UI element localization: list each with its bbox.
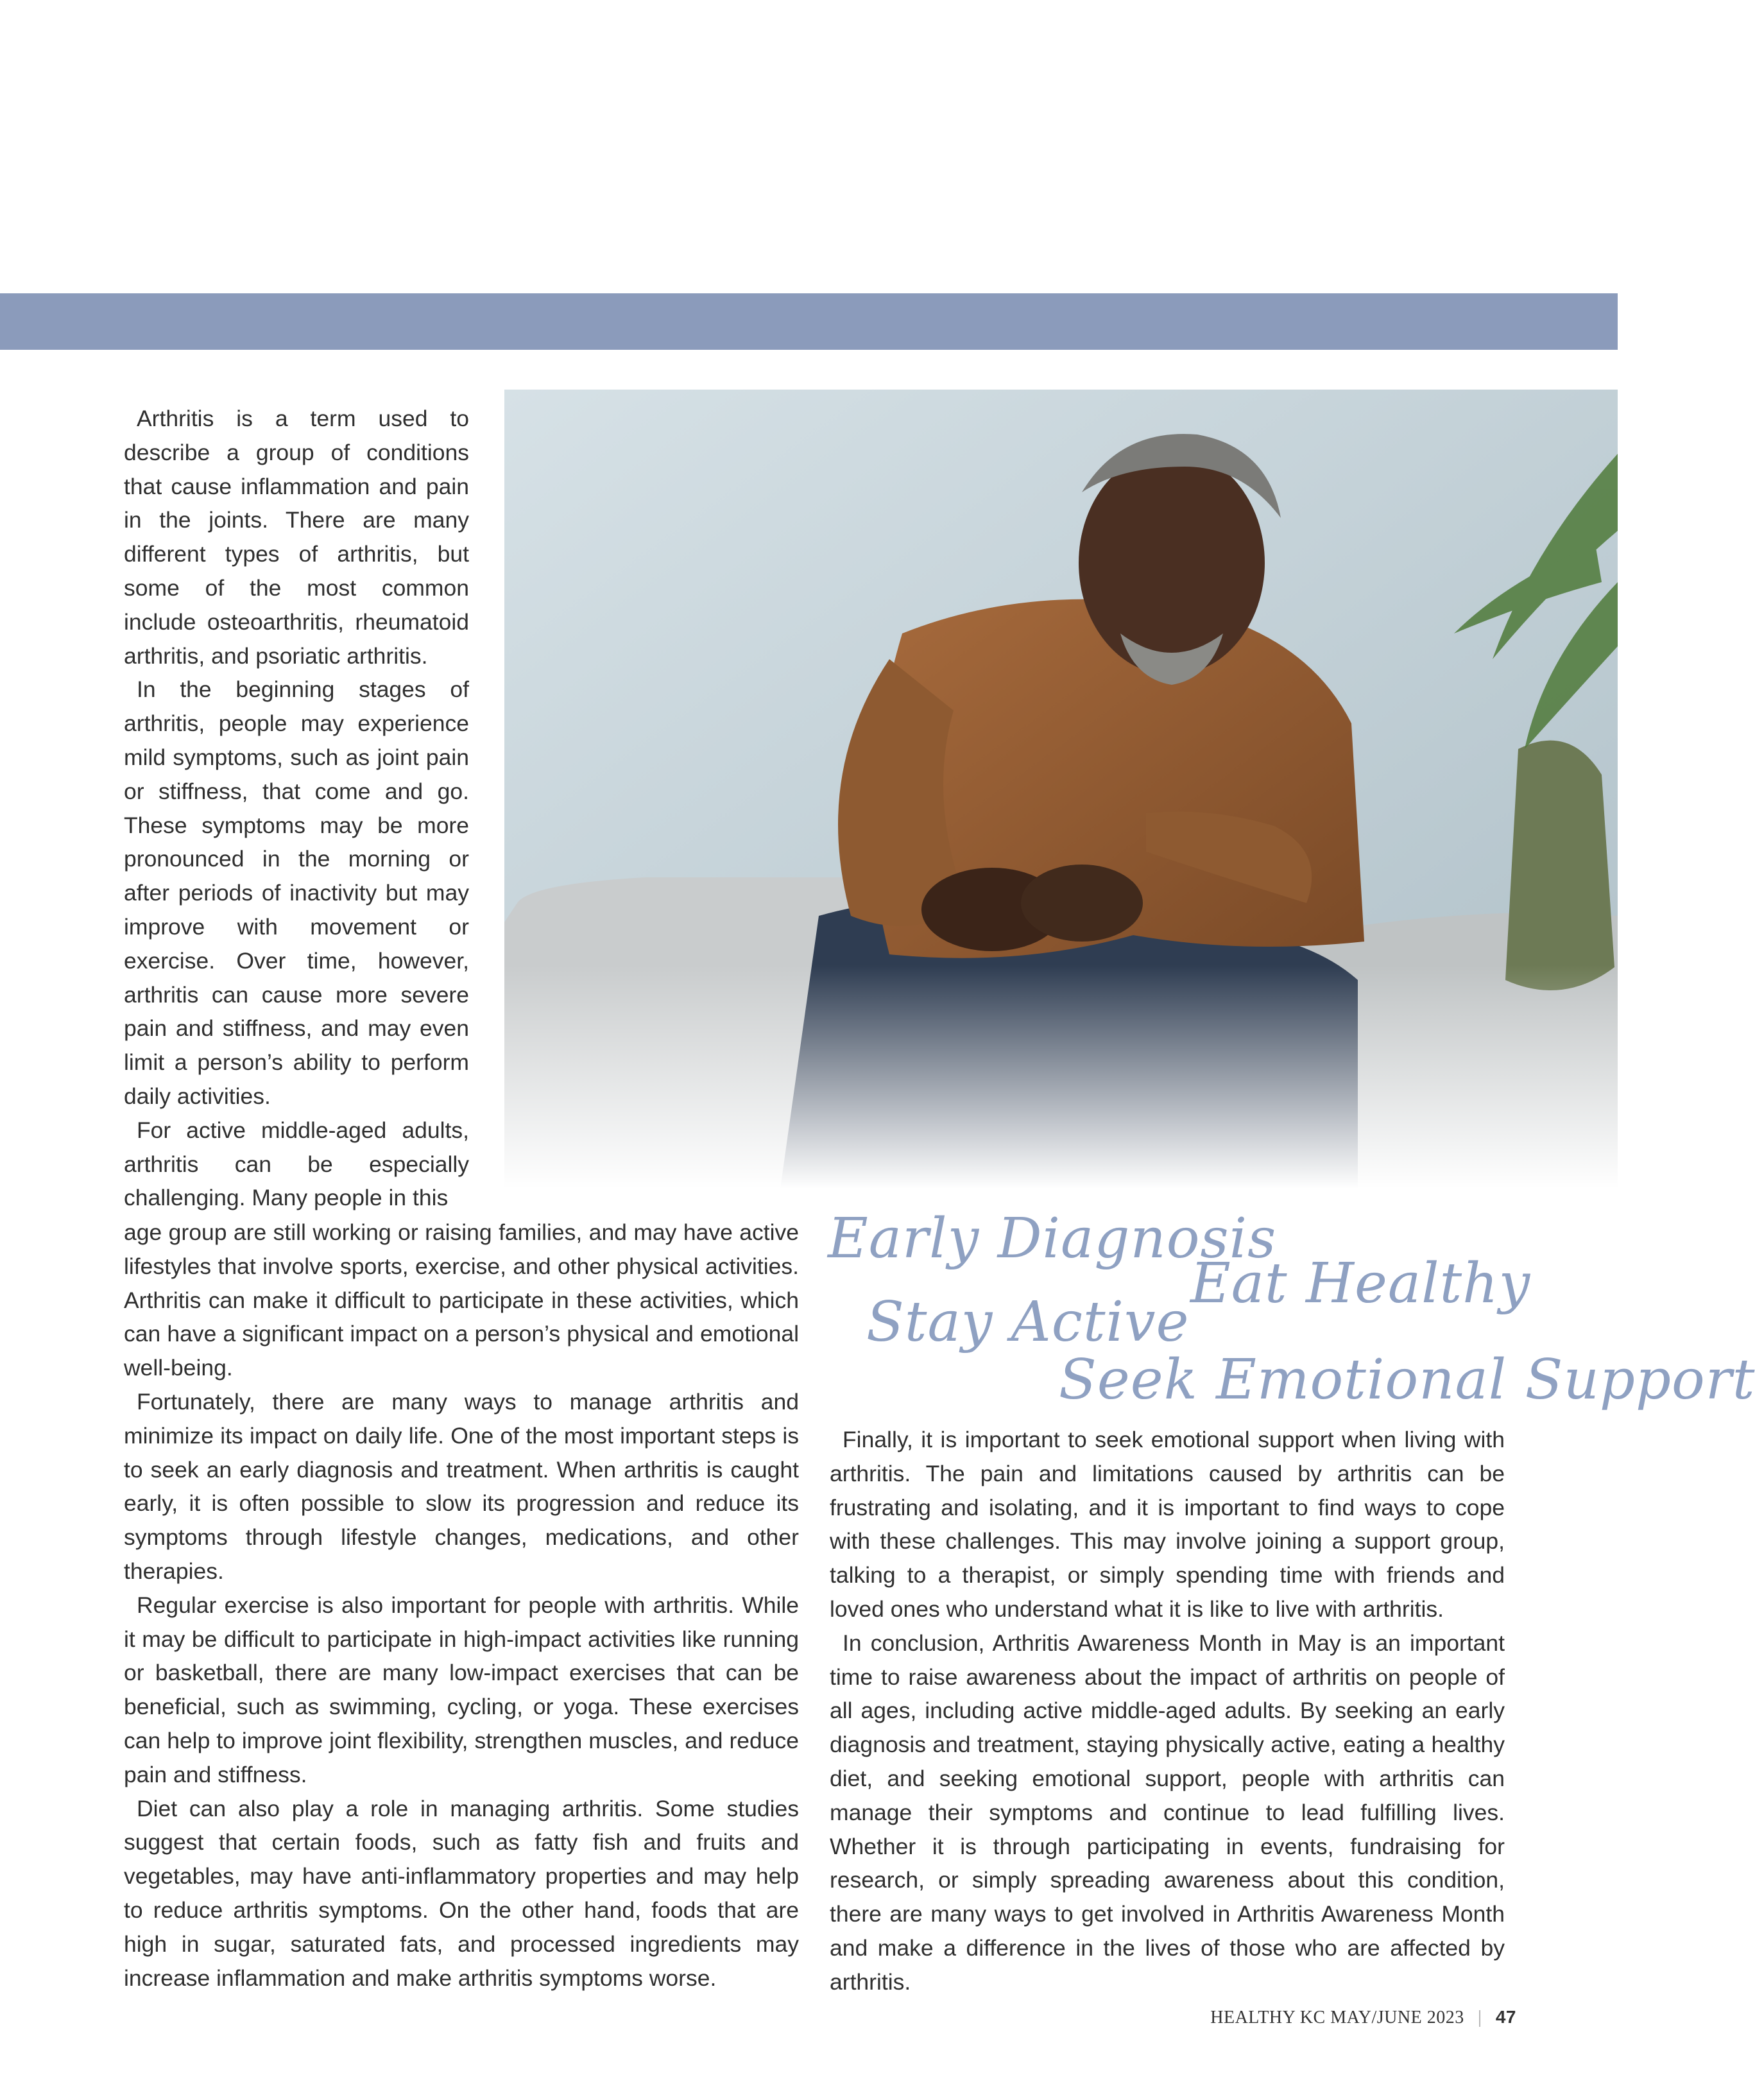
paragraph-exercise: Regular exercise is also important for people with arthritis. While it may be difficult to participate in high-impact activities like running or basketball, there are many low-impact exercises that can be beneficial, such as swimming, cycling, or yoga. These exercises can help to improve joint flexibility, strengthen muscles, and reduce pain and stiffness. [124, 1592, 799, 1787]
callout-stay-active: Stay Active [866, 1290, 1190, 1354]
footer-separator: | [1478, 2008, 1482, 2027]
paragraph-intro: Arthritis is a term used to describe a group of conditions that cause inflammation and pain in the joints. There are many different types of arthritis, but some of the most common include osteoarthritis, rheumatoid arthritis, and psoriatic arthritis. [124, 406, 469, 669]
callout-seek-emotional-support: Seek Emotional Support [1059, 1348, 1755, 1412]
page-number: 47 [1495, 2007, 1516, 2027]
paragraph-middle-aged-continued: age group are still working or raising families, and may have active lifestyles that involve sports, exercise, and other physical activities. Arthritis can make it difficult to participate in these activities, which can have a significant impact on a person’s physical and emotional well-being. [124, 1219, 799, 1381]
header-color-band [0, 293, 1618, 350]
paragraph-middle-aged: For active middle-aged adults, arthritis can be especially challenging. Many people in this [124, 1117, 469, 1211]
article-column-left-wide [124, 1216, 799, 1995]
footer-publication: HEALTHY KC [1210, 2008, 1326, 2027]
callout-early-diagnosis: Early Diagnosis [828, 1207, 1277, 1271]
callout-eat-healthy: Eat Healthy [1190, 1252, 1531, 1316]
paragraph-early-stages: In the beginning stages of arthritis, people may experience mild symptoms, such as joint pain or stiffness, that come and go. These symptoms may be more pronounced in the morning or after periods of inactivity but may improve with movement or exercise. Over time, however, arthritis can cause more severe pain and stiffness, and may even limit a person’s ability to perform daily activities. [124, 676, 469, 1109]
footer-issue: MAY/JUNE 2023 [1330, 2008, 1464, 2027]
article-column-left-narrow [124, 402, 469, 1215]
page-footer [1210, 2007, 1516, 2028]
article-photo-man-holding-knee [504, 390, 1618, 1189]
article-column-right [830, 1423, 1505, 1999]
paragraph-manage-arthritis: Fortunately, there are many ways to manage arthritis and minimize its impact on daily life. One of the most important steps is to seek an early diagnosis and treatment. When arthritis is caught early, it is often possible to slow its progression and reduce its symptoms through lifestyle changes, medications, and other therapies. [124, 1388, 799, 1584]
paragraph-conclusion: In conclusion, Arthritis Awareness Month in May is an important time to raise awareness about the impact of arthritis on people of all ages, including active middle-aged adults. By seeking an early diagnosis and treatment, staying physically active, eating a healthy diet, and seeking emotional support, people with arthritis can manage their symptoms and continue to lead fulfilling lives. Whether it is through participating in events, fundraising for research, or simply spreading awareness about this condition, there are many ways to get involved in Arthritis Awareness Month and make a difference in the lives of those who are affected by arthritis. [830, 1630, 1505, 1995]
paragraph-diet: Diet can also play a role in managing arthritis. Some studies suggest that certain foods, such as fatty fish and fruits and vegetables, may have anti-inflammatory properties and may help to reduce arthritis symptoms. On the other hand, foods that are high in sugar, saturated fats, and processed ingredients may increase inflammation and make arthritis symptoms worse. [124, 1795, 799, 1991]
paragraph-emotional-support: Finally, it is important to seek emotional support when living with arthritis. The pain and limitations caused by arthritis can be frustrating and isolating, and it is important to find ways to cope with these challenges. This may involve joining a support group, talking to a therapist, or simply spending time with friends and loved ones who understand what it is like to live with arthritis. [830, 1427, 1505, 1622]
